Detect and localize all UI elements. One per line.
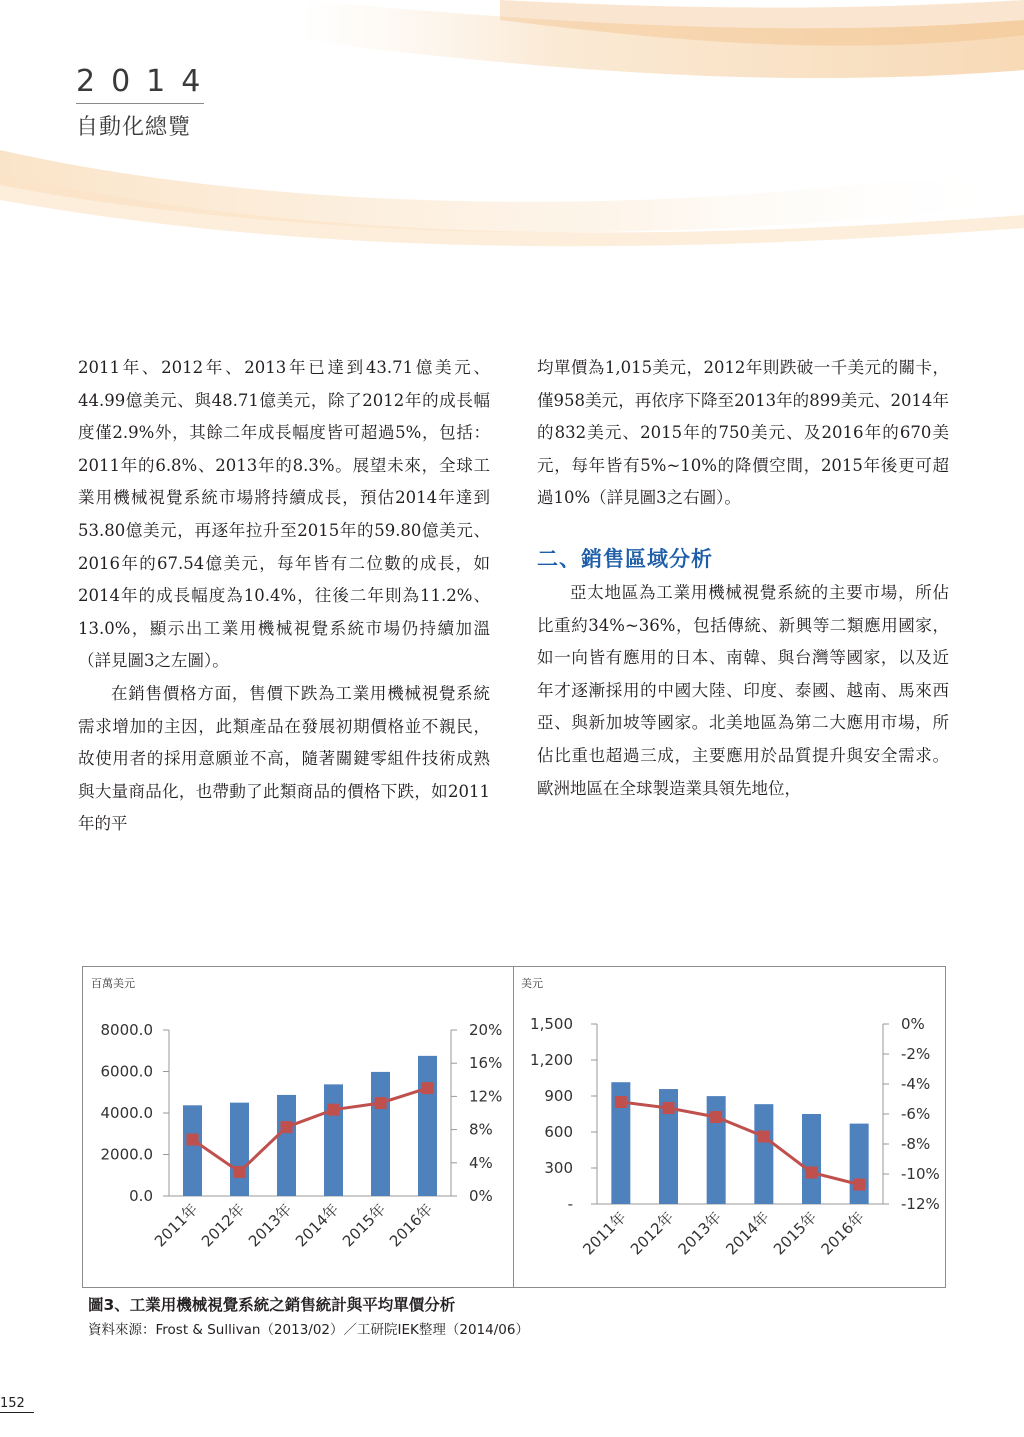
line-marker bbox=[422, 1082, 434, 1094]
right-tick-label: -12% bbox=[901, 1195, 940, 1213]
header-title: 自動化總覽 bbox=[76, 115, 192, 140]
left-tick-label: 6000.0 bbox=[100, 1062, 153, 1081]
category-label: 2015年 bbox=[338, 1200, 390, 1251]
left-tick-label: 0.0 bbox=[129, 1187, 153, 1205]
bar bbox=[418, 1056, 437, 1196]
right-tick-label: -2% bbox=[901, 1045, 931, 1063]
paragraph: 均單價為1,015美元，2012年則跌破一千美元的關卡，僅958美元，再依序下降至2013年的899美元、2014年的832美元、2015年的750美元、及2016年的670美元，每年皆有5%~10%的降價空間，2015年後更可超過10%（詳見圖3之右圖）。 bbox=[537, 358, 949, 508]
left-tick-label: - bbox=[567, 1195, 573, 1213]
right-tick-label: 16% bbox=[469, 1054, 503, 1073]
paragraph: 在銷售價格方面，售價下跌為工業用機械視覺系統需求增加的主因，此類產品在發展初期價格並不親民，故使用者的採用意願並不高，隨著關鍵零組件技術成熟與大量商品化，也帶動了此類商品的價格下跌，如2011年的平 bbox=[78, 683, 490, 834]
left-text-column bbox=[78, 352, 490, 841]
figure-divider bbox=[513, 966, 514, 1288]
line-marker bbox=[234, 1166, 246, 1178]
right-tick-label: 8% bbox=[469, 1120, 493, 1139]
category-label: 2012年 bbox=[197, 1200, 249, 1251]
bar bbox=[371, 1072, 390, 1196]
line-marker bbox=[663, 1102, 675, 1114]
category-label: 2013年 bbox=[674, 1208, 725, 1259]
bar bbox=[754, 1104, 773, 1204]
bar bbox=[183, 1105, 202, 1196]
right-tick-label: -4% bbox=[901, 1075, 931, 1093]
header-rule bbox=[76, 103, 204, 104]
line-marker bbox=[328, 1104, 340, 1116]
left-tick-label: 900 bbox=[544, 1087, 573, 1105]
left-tick-label: 1,500 bbox=[530, 1015, 573, 1033]
page-number: 152 bbox=[0, 1396, 25, 1411]
chart-average-price bbox=[515, 967, 943, 1285]
chart-unit-label: 美元 bbox=[521, 977, 543, 990]
bar bbox=[802, 1114, 821, 1204]
paragraph: 2011年、2012年、2013年已達到43.71億美元、44.99億美元、與48.71億美元，除了2012年的成長幅度僅2.9%外，其餘二年成長幅度皆可超過5%，包括：2011年的6.8%、2013年的8.3%。展望未來，全球工業用機械視覺系統市場將持續成長，預估2014年達到53.80億美元，再逐年拉升至2015年的59.80億美元、2016年的67.54億美元，每年皆有二位數的成長，如2014年的成長幅度為10.4%，往後二年則為11.2%、13.0%，顯示出工業用機械視覺系統市場仍持續加溫（詳見圖3之左圖）。 bbox=[78, 358, 490, 671]
figure-source: 資料來源：Frost & Sullivan（2013/02）／工研院IEK整理（2014/06） bbox=[88, 1322, 529, 1338]
right-tick-label: -8% bbox=[901, 1135, 931, 1153]
right-tick-label: 0% bbox=[901, 1015, 925, 1033]
line-marker bbox=[710, 1111, 722, 1123]
right-tick-label: -10% bbox=[901, 1165, 940, 1183]
right-tick-label: 20% bbox=[469, 1021, 503, 1039]
category-label: 2016年 bbox=[817, 1208, 868, 1259]
growth-line bbox=[193, 1088, 428, 1172]
left-tick-label: 300 bbox=[544, 1159, 573, 1177]
right-tick-label: 12% bbox=[469, 1087, 503, 1106]
category-label: 2015年 bbox=[769, 1208, 821, 1259]
paragraph: 亞太地區為工業用機械視覺系統的主要市場，所佔比重約34%~36%，包括傳統、新興等二類應用國家，如一向皆有應用的日本、南韓、與台灣等國家，以及近年才逐漸採用的中國大陸、印度、泰國、越南、馬來西亞、與新加坡等國家。北美地區為第二大應用市場，所佔比重也超過三成，主要應用於品質提升與安全需求。歐洲地區在全球製造業具領先地位， bbox=[537, 582, 949, 798]
bar bbox=[324, 1084, 343, 1196]
bar bbox=[277, 1095, 296, 1196]
category-label: 2014年 bbox=[291, 1200, 343, 1251]
right-text-column bbox=[537, 352, 949, 805]
bar bbox=[230, 1103, 249, 1196]
category-label: 2012年 bbox=[626, 1208, 678, 1259]
line-marker bbox=[187, 1134, 199, 1146]
right-tick-label: -6% bbox=[901, 1105, 931, 1123]
line-marker bbox=[758, 1131, 770, 1143]
line-marker bbox=[806, 1167, 818, 1179]
chart-market-size bbox=[83, 967, 512, 1285]
right-tick-label: 0% bbox=[469, 1187, 493, 1205]
category-label: 2013年 bbox=[244, 1200, 296, 1251]
category-label: 2014年 bbox=[722, 1208, 773, 1259]
line-marker bbox=[615, 1096, 627, 1108]
header-year: 2014 bbox=[76, 64, 217, 99]
bar bbox=[850, 1124, 869, 1204]
line-marker bbox=[281, 1121, 293, 1133]
growth-line bbox=[621, 1102, 859, 1185]
chart-unit-label: 百萬美元 bbox=[91, 977, 135, 990]
right-tick-label: 4% bbox=[469, 1153, 493, 1172]
category-label: 2011年 bbox=[150, 1200, 202, 1251]
category-label: 2016年 bbox=[385, 1200, 437, 1251]
section-heading: 二、銷售區域分析 bbox=[537, 546, 713, 571]
left-tick-label: 2000.0 bbox=[100, 1145, 153, 1164]
line-marker bbox=[375, 1097, 387, 1109]
left-tick-label: 600 bbox=[544, 1123, 573, 1141]
left-tick-label: 1,200 bbox=[530, 1051, 573, 1069]
category-label: 2011年 bbox=[579, 1208, 630, 1259]
page-number-rule bbox=[0, 1412, 34, 1413]
left-tick-label: 8000.0 bbox=[100, 1021, 153, 1039]
figure-caption: 圖3、工業用機械視覺系統之銷售統計與平均單價分析 bbox=[88, 1296, 456, 1314]
line-marker bbox=[853, 1179, 865, 1191]
left-tick-label: 4000.0 bbox=[100, 1104, 153, 1122]
